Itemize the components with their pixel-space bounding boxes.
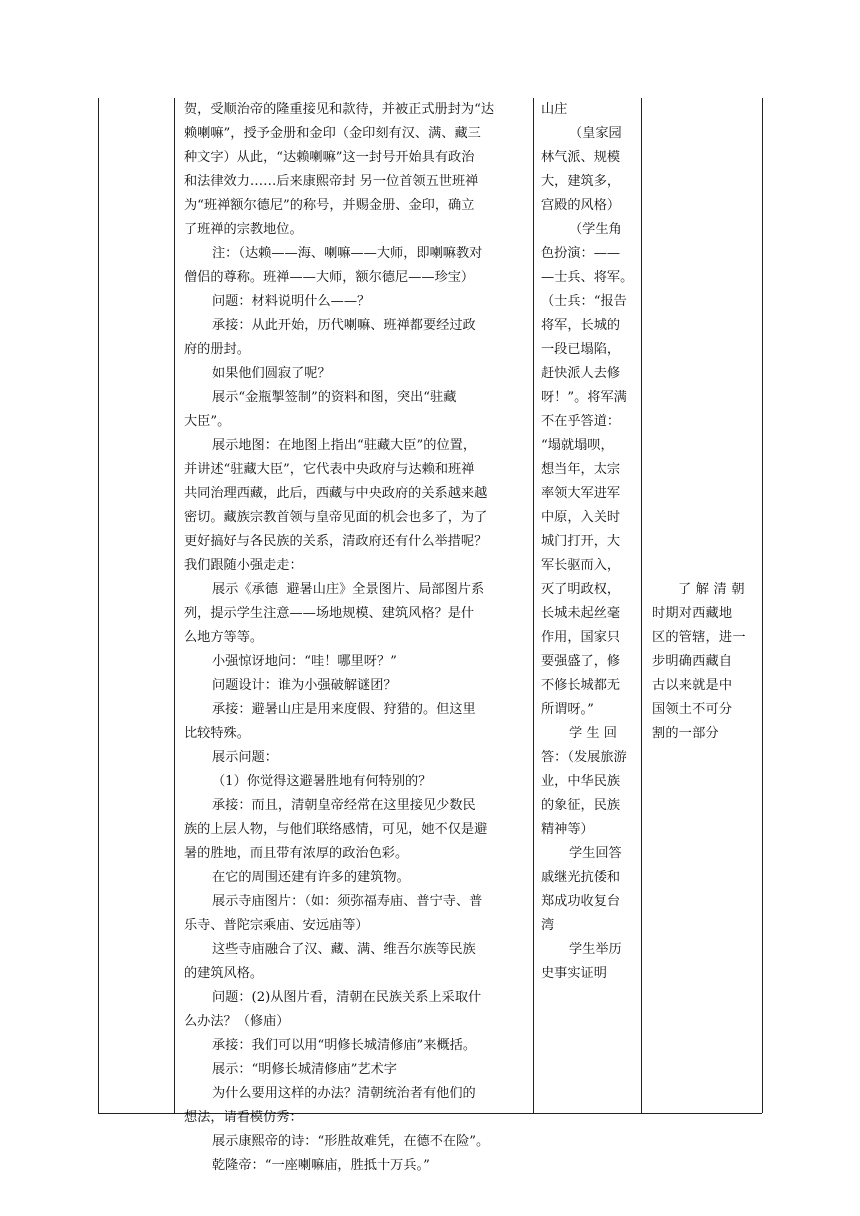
table-divider-2 <box>533 98 534 1113</box>
student-line: 赶快派人去修 <box>541 366 621 381</box>
student-line: —士兵、将军。 <box>541 270 634 285</box>
teaching-line: 大臣”。 <box>184 414 231 429</box>
teaching-line: 密切。藏族宗教首领与皇帝见面的机会也多了，为了 <box>184 510 488 525</box>
student-line: 林气派、规模 <box>541 150 621 165</box>
student-line: 不在乎答道： <box>541 414 621 429</box>
teaching-line: 并讲述“驻藏大臣”，它代表中央政府与达赖和班禅 <box>184 462 475 477</box>
student-line: 将军，长城的 <box>541 318 621 333</box>
teaching-line: 想法，请看模仿秀： <box>184 1110 303 1125</box>
student-line: 学生回答 <box>569 846 622 861</box>
teaching-line: 承接：我们可以用“明修长城清修庙”来概括。 <box>212 1038 477 1053</box>
teaching-line: 展示“金瓶掣签制”的资料和图，突出“驻藏 <box>212 390 457 405</box>
teaching-line: 如果他们圆寂了呢？ <box>212 366 331 381</box>
table-divider-1 <box>174 98 175 1113</box>
student-line: 郑成功收复台 <box>541 894 621 909</box>
teaching-line: 和法律效力……后来康熙帝封 另一位首领五世班禅 <box>184 174 479 189</box>
student-line: 答：（发展旅游 <box>541 750 627 765</box>
teaching-line: 展示问题： <box>212 750 278 765</box>
teaching-line: 么地方等等。 <box>184 630 264 645</box>
student-line: 想当年，太宗 <box>541 462 621 477</box>
student-line: 不修长城都无 <box>541 678 621 693</box>
table-border-left <box>98 98 99 1113</box>
student-line: 要强盛了，修 <box>541 654 621 669</box>
student-line: 学 生 回 <box>569 726 617 741</box>
teaching-line: 注：（达赖——海、喇嘛——大师，即喇嘛教对 <box>212 246 483 261</box>
table-border-right <box>762 98 763 1113</box>
teaching-line: 种文字）从此，“达赖喇嘛”这一封号开始具有政治 <box>184 150 475 165</box>
student-line: 中原，入关时 <box>541 510 621 525</box>
teaching-line: 更好搞好与各民族的关系，清政府还有什么举措呢？ <box>184 534 488 549</box>
student-line: 率领大军进军 <box>541 486 621 501</box>
student-line: 的象征，民族 <box>541 798 621 813</box>
teaching-line: 贺，受顺治帝的隆重接见和款待，并被正式册封为“达 <box>184 102 495 117</box>
table-divider-3 <box>641 98 642 1113</box>
student-line: 军长驱而入， <box>541 558 621 573</box>
student-activity-cell <box>541 98 633 986</box>
teaching-line: 展示《承德 避暑山庄》全景图片、局部图片系 <box>212 582 485 597</box>
teaching-line: 在它的周围还建有许多的建筑物。 <box>212 870 410 885</box>
goal-line: 了 解 清 朝 <box>678 582 745 597</box>
teaching-line: 府的册封。 <box>184 342 250 357</box>
student-line: 城门打开，大 <box>541 534 621 549</box>
teaching-line: 问题设计：谁为小强破解谜团？ <box>212 678 397 693</box>
teaching-line: 乾隆帝：“一座喇嘛庙，胜抵十万兵。” <box>212 1158 430 1173</box>
teaching-line: 展示康熙帝的诗：“形胜故难凭，在德不在险”。 <box>212 1134 490 1149</box>
student-line: （学生角 <box>569 222 622 237</box>
teaching-line: 族的上层人物，与他们联络感情，可见，她不仅是避 <box>184 822 488 837</box>
student-line: 精神等） <box>541 822 594 837</box>
teaching-line: 展示寺庙图片：（如：须弥福寿庙、普宁寺、普 <box>212 894 483 909</box>
teaching-line: 我们跟随小强走走： <box>184 558 303 573</box>
student-line: 业，中华民族 <box>541 774 621 789</box>
teaching-line: 小强惊讶地问：“哇！哪里呀？” <box>212 654 397 669</box>
teaching-line: 比较特殊。 <box>184 726 250 741</box>
student-line: 大，建筑多， <box>541 174 621 189</box>
student-line: 长城未起丝毫 <box>541 606 621 621</box>
student-line: 一段已塌陷， <box>541 342 621 357</box>
student-line: （士兵：“报告 <box>541 294 627 309</box>
teaching-line: 展示：“明修长城清修庙”艺术字 <box>212 1062 397 1077</box>
goal-line: 古以来就是中 <box>652 678 733 693</box>
teaching-line: 承接：避暑山庄是用来度假、狩猎的。但这里 <box>212 702 476 717</box>
goal-line: 步明确西藏自 <box>652 654 733 669</box>
student-line: 作用，国家只 <box>541 630 621 645</box>
teaching-line: 了班禅的宗教地位。 <box>184 222 303 237</box>
teaching-line: 承接：而且，清朝皇帝经常在这里接见少数民 <box>212 798 476 813</box>
teaching-line: 共同治理西藏，此后，西藏与中央政府的关系越来越 <box>184 486 488 501</box>
teaching-line: 问题：(2)从图片看，清朝在民族关系上采取什 <box>212 990 482 1005</box>
teaching-line: （1）你觉得这避暑胜地有何特别的？ <box>212 774 432 789</box>
goal-line: 时期对西藏地 <box>652 606 733 621</box>
goal-line: 区的管辖，进一 <box>652 630 746 645</box>
student-line: “塌就塌呗， <box>541 438 614 453</box>
student-line: 色扮演：—— <box>541 246 621 261</box>
teaching-line: 展示地图：在地图上指出“驻藏大臣”的位置， <box>212 438 477 453</box>
teaching-line: 问题：材料说明什么——？ <box>212 294 371 309</box>
teaching-line: 暑的胜地，而且带有浓厚的政治色彩。 <box>184 846 409 861</box>
teaching-goal-cell <box>652 578 757 746</box>
teaching-process-cell <box>184 98 529 1178</box>
teaching-line: 赖喇嘛”，授予金册和金印（金印刻有汉、满、藏三 <box>184 126 481 141</box>
student-line: 史事实证明 <box>541 966 607 981</box>
teaching-line: 为“班禅额尔德尼”的称号，并赐金册、金印，确立 <box>184 198 475 213</box>
goal-line: 国领土不可分 <box>652 702 733 717</box>
teaching-line: 承接：从此开始，历代喇嘛、班禅都要经过政 <box>212 318 476 333</box>
student-line: 所谓呀。” <box>541 702 594 717</box>
teaching-line: 的建筑风格。 <box>184 966 264 981</box>
teaching-line: 僧侣的尊称。班禅——大师，额尔德尼——珍宝） <box>184 270 475 285</box>
student-line: 湾 <box>541 918 555 933</box>
teaching-line: 这些寺庙融合了汉、藏、满、维吾尔族等民族 <box>212 942 476 957</box>
student-line: 戚继光抗倭和 <box>541 870 621 885</box>
student-line: （皇家园 <box>569 126 622 141</box>
teaching-line: 为什么要用这样的办法？清朝统治者有他们的 <box>212 1086 476 1101</box>
teaching-line: 么办法？（修庙） <box>184 1014 290 1029</box>
student-line: 宫殿的风格） <box>541 198 621 213</box>
teaching-line: 乐寺、普陀宗乘庙、安远庙等） <box>184 918 369 933</box>
student-line: 呀！”。将军满 <box>541 390 627 405</box>
student-line: 学生举历 <box>569 942 622 957</box>
teaching-line: 列，提示学生注意——场地规模、建筑风格？是什 <box>184 606 475 621</box>
student-line: 山庄 <box>541 102 568 117</box>
student-line: 灭了明政权， <box>541 582 621 597</box>
goal-line: 割的一部分 <box>652 726 719 741</box>
